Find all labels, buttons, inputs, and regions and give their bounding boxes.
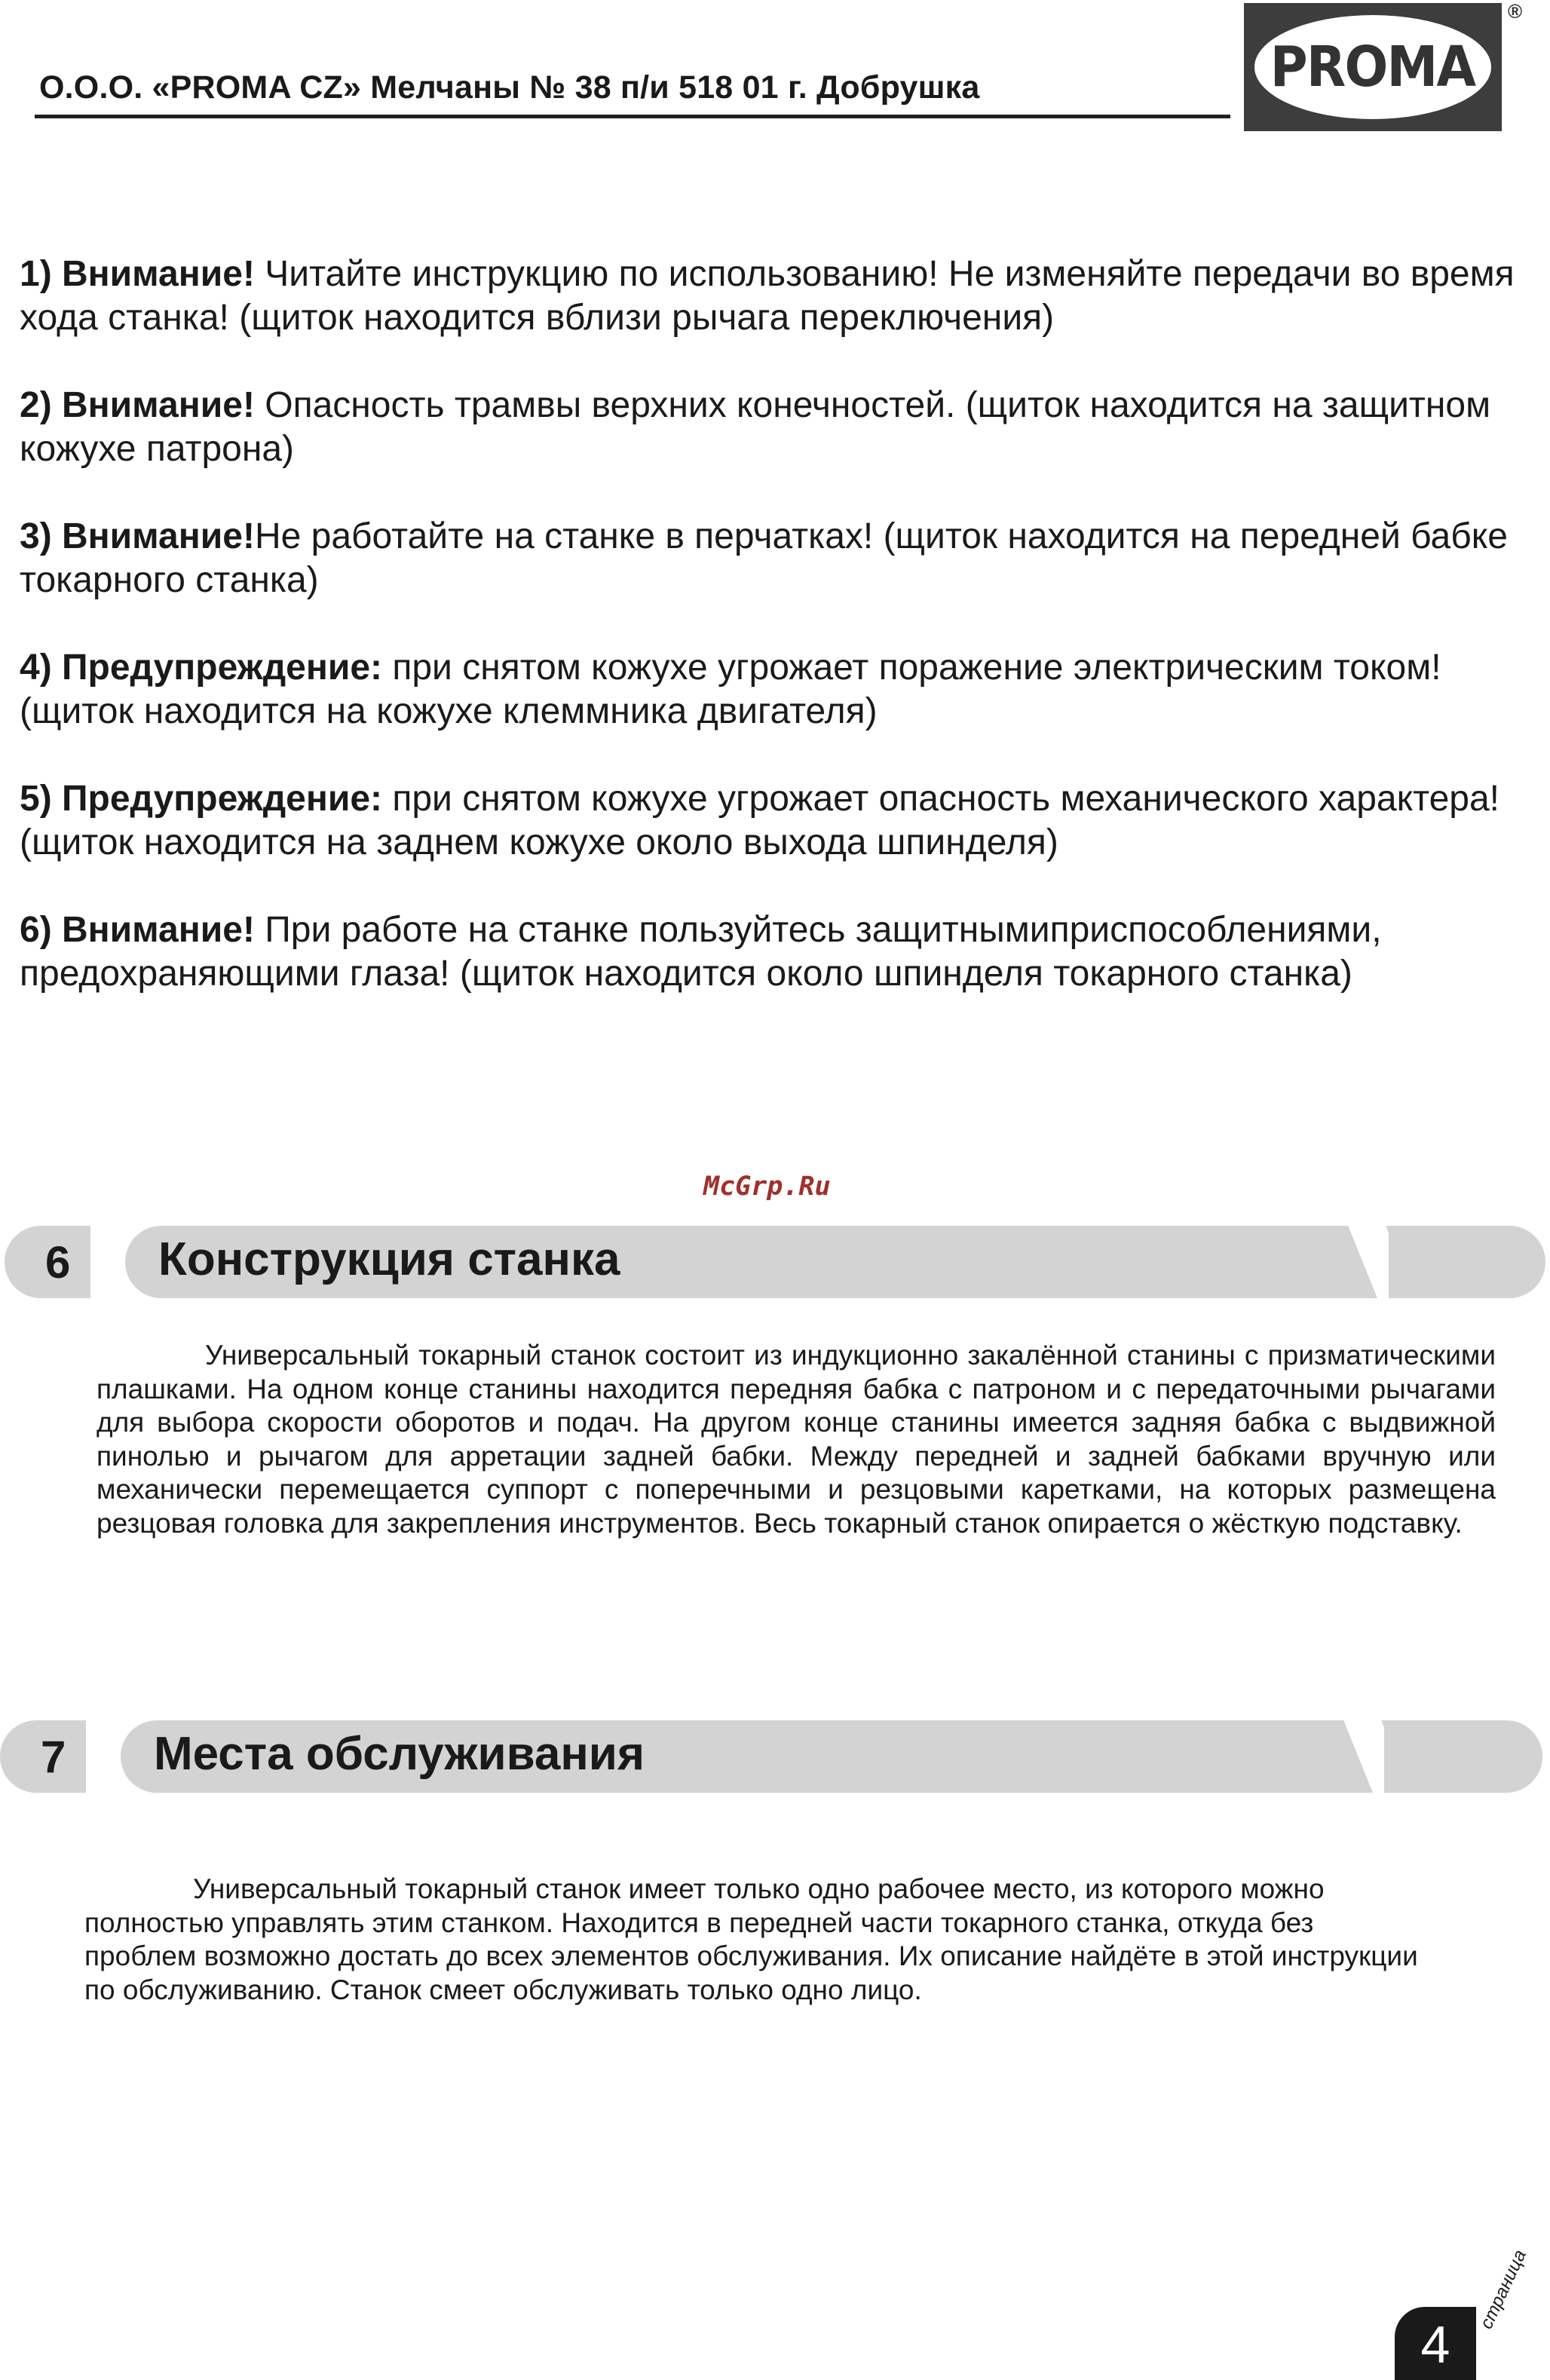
page-label: страница bbox=[1476, 2247, 1530, 2333]
warning-label: 1) Внимание! bbox=[20, 254, 255, 294]
warning-text: Опасность трамвы верхних конечностей. (щиток находится на защитном кожухе патрона) bbox=[20, 385, 1491, 469]
logo-text: PROMA bbox=[1270, 35, 1475, 100]
warning-label: 6) Внимание! bbox=[20, 910, 255, 950]
watermark: McGrp.Ru bbox=[703, 1172, 831, 1202]
proma-logo bbox=[1244, 3, 1502, 131]
warning-item bbox=[20, 515, 1535, 602]
section-body: Универсальный токарный станок имеет только одно рабочее место, из которого можно полностью управлять этим станком. Находится в передней части токарного станка, откуда без проблем возможно достать до всех элементов обслуживания. Их описание найдёте в этой инструкции по обслуживанию. Станок смеет обслуживать только одно лицо. bbox=[84, 1873, 1418, 2005]
warning-item bbox=[20, 384, 1535, 471]
section-body: Универсальный токарный станок состоит из индукционно закалённой станины с призматическими плашками. На одном конце станины находится передняя бабка с патроном и с передаточными рычагами для выбора скорости оборотов и подач. На другом конце станины имеется задняя бабка с выдвижной пинолью и рычагом для арретации задней бабки. Между передней и задней бабками вручную или механически перемещается суппорт с поперечными и резцовыми каретками, на которых размещена резцовая головка для закрепления инструментов. Весь токарный станок опирается о жёсткую подставку. bbox=[96, 1340, 1496, 1539]
section-bar-tail bbox=[1389, 1226, 1545, 1298]
page-number: 4 bbox=[1420, 2315, 1450, 2374]
warning-text: Не работайте на станке в перчатках! (щиток находится на передней бабке токарного станка) bbox=[20, 516, 1508, 600]
warning-label: 3) Внимание! bbox=[20, 516, 255, 556]
warning-item bbox=[20, 908, 1535, 996]
warning-text: при снятом кожухе угрожает поражение электрическим током! (щиток находится на кожухе клеммника двигателя) bbox=[20, 648, 1441, 731]
warning-text: При работе на станке пользуйтесь защитнымиприспособлениями, предохраняющими глаза! (щиток находится около шпинделя токарного станка) bbox=[20, 910, 1382, 994]
section-bar-tail bbox=[1384, 1720, 1542, 1793]
registered-mark: ® bbox=[1508, 0, 1523, 23]
warning-item bbox=[20, 646, 1535, 734]
warning-label: 2) Внимание! bbox=[20, 385, 255, 425]
warning-text: Читайте инструкцию по использованию! Не изменяйте передачи во время хода станка! (щиток находится вблизи рычага переключения) bbox=[20, 254, 1515, 338]
warning-label: 4) Предупреждение: bbox=[20, 648, 383, 688]
warning-item bbox=[20, 253, 1535, 340]
company-address: О.О.О. «PROMA CZ» Мелчаны № 38 п/и 518 01 г. Добрушка bbox=[39, 69, 980, 106]
section-title: Конструкция станка bbox=[158, 1233, 620, 1285]
warning-text: при снятом кожухе угрожает опасность механического характера! (щиток находится на заднем кожухе около выхода шпинделя) bbox=[20, 779, 1500, 862]
warning-item bbox=[20, 777, 1535, 865]
section-title: Места обслуживания bbox=[154, 1728, 645, 1780]
section-number: 6 bbox=[45, 1237, 71, 1288]
header-rule bbox=[35, 115, 1230, 118]
warning-label: 5) Предупреждение: bbox=[20, 779, 383, 819]
logo-ellipse bbox=[1254, 15, 1491, 119]
section-number: 7 bbox=[41, 1732, 66, 1782]
